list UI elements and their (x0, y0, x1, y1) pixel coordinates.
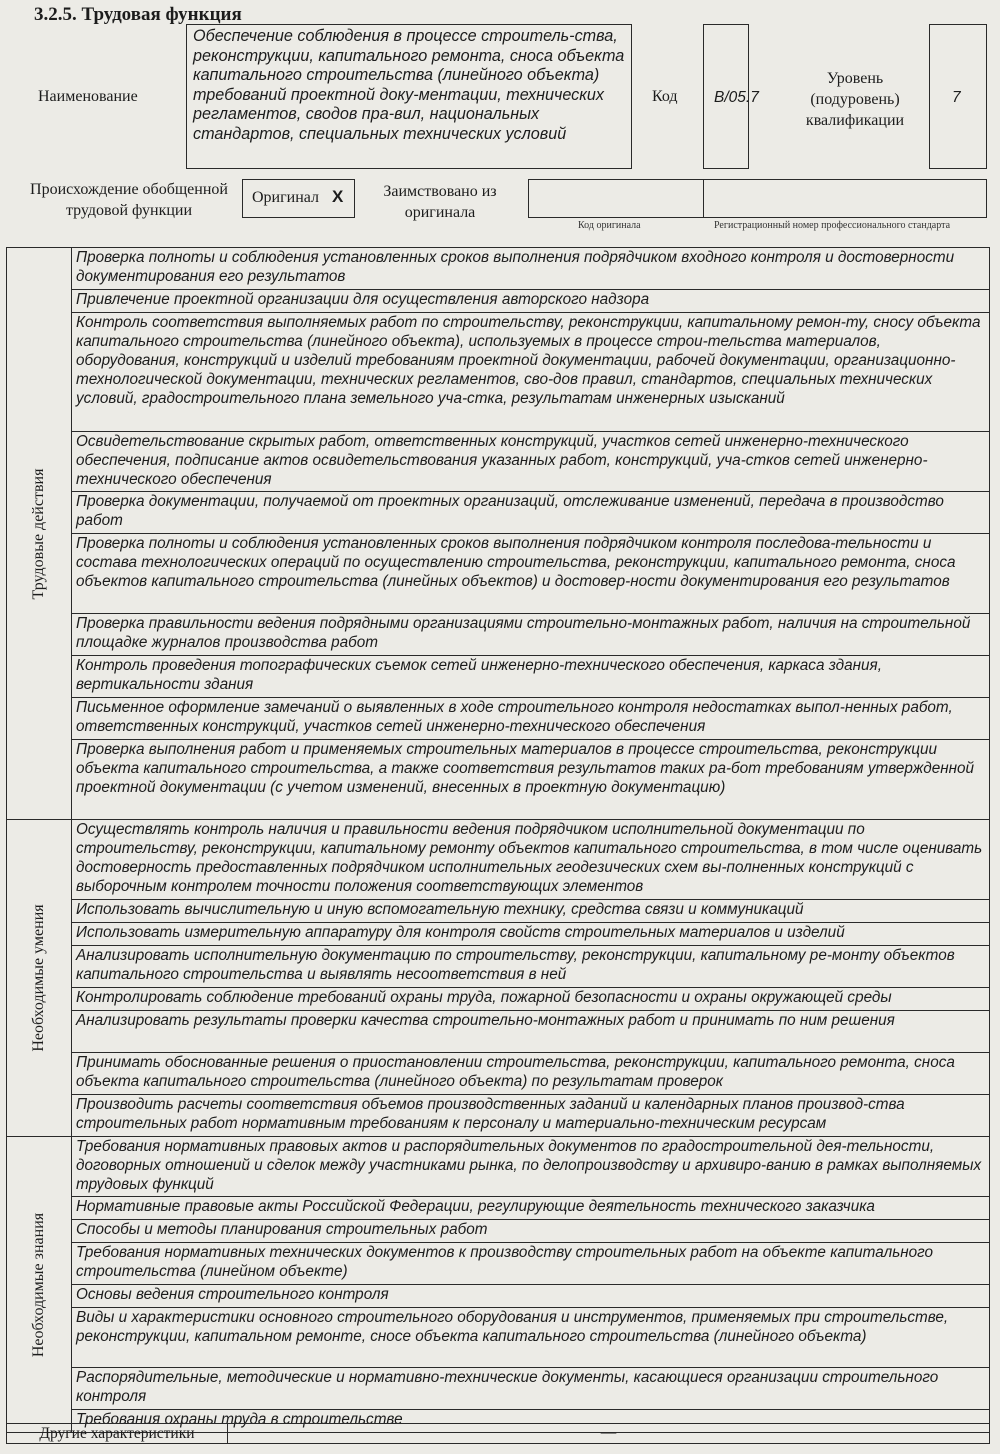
table-row (7, 1285, 990, 1308)
reg-number-box (703, 179, 987, 218)
borrowed-label: Заимствовано из оригинала (383, 183, 497, 221)
list-item: Виды и характеристики основного строительного оборудования и инструментов, применяемых при строительстве, реконструкции, капитальном ремонте, сносе объекта капитального строительства (линейного объекта) (72, 1308, 990, 1368)
list-item: Осуществлять контроль наличия и правильности ведения подрядчиком исполнительной документации по строительству, реконструкции, капитальному ремонту объектов капитального строительства, в том числе оценивать достоверность предоставленных подрядчиком исполнительных геодезических схем вы-полненных конструкций с выборочным контролем точности положения соответствующих элементов (72, 820, 990, 900)
table-row (7, 656, 990, 698)
section-label: Необходимые умения (30, 904, 47, 1052)
table-row (7, 900, 990, 923)
table-row (7, 248, 990, 290)
list-item: Требования нормативных технических документов к производству строительных работ на объекте капитального строительства (линейном объекте) (72, 1243, 990, 1285)
level-value: 7 (952, 89, 961, 106)
other-characteristics-value: — (227, 1423, 990, 1444)
list-item: Производить расчеты соответствия объемов производственных заданий и календарных планов производ-ства строительных работ нормативным требованиям к персоналу и материально-техническим ресурсам (72, 1095, 990, 1137)
list-item: Анализировать исполнительную документацию по строительству, реконструкции, капитальному ре-монту объектов капитального строительства и выявлять несоответствия в ней (72, 946, 990, 988)
competency-table (6, 247, 990, 1433)
list-item: Нормативные правовые акты Российской Федерации, регулирующие деятельность технического заказчика (72, 1197, 990, 1220)
list-item: Контроль соответствия выполняемых работ по строительству, реконструкции, капитальному ремон-ту, сносу объекта капитального строительства (линейного объекта), используемых в процессе строи-тельства материалов, оборудования, конструкций и изделий требованиям проектной документации, рабочей документации, организационно-технологической документации, технических регламентов, сво-дов правил, стандартов, специальных технических условий, градостроительного плана земельного уча-стка, результатам инженерных изысканий (72, 313, 990, 432)
list-item: Привлечение проектной организации для осуществления авторского надзора (72, 290, 990, 313)
table-row (7, 1197, 990, 1220)
list-item: Анализировать результаты проверки качества строительно-монтажных работ и принимать по ним решения (72, 1011, 990, 1053)
function-name-value: Обеспечение соблюдения в процессе строитель-ства, реконструкции, капитального ремонта, сноса объекта капитального строительства (линейного объекта) требований проектной доку-ментации, технических регламентов, сводов пра-вил, национальных стандартов, специальных технических условий (186, 24, 632, 169)
orig-code-caption: Код оригинала (578, 220, 641, 231)
list-item: Освидетельствование скрытых работ, ответственных конструкций, участков сетей инженерно-технического обеспечения, подписание актов освидетельствования указанных работ, конструкций, уча-стков сетей инженерно-технического обеспечения (72, 432, 990, 492)
table-row (7, 1243, 990, 1285)
list-item: Основы ведения строительного контроля (72, 1285, 990, 1308)
table-row (7, 1011, 990, 1053)
list-item: Распорядительные, методические и нормативно-технические документы, касающиеся организации строительного контроля (72, 1368, 990, 1410)
list-item: Использовать измерительную аппаратуру для контроля свойств строительных материалов и изделий (72, 923, 990, 946)
section-label-cell (7, 820, 72, 1137)
table-row (7, 1137, 990, 1197)
table-row (7, 1053, 990, 1095)
list-item: Проверка выполнения работ и применяемых строительных материалов в процессе строительства, реконструкции объекта капитального строительства, а также соответствия результатов таких ра-бот требованиям утвержденной проектной документации (с учетом изменений, внесенных в проектную документацию) (72, 740, 990, 820)
section-label: Трудовые действия (30, 468, 47, 599)
table-row (7, 1368, 990, 1410)
table-row (7, 1308, 990, 1368)
section-label: Необходимые знания (30, 1212, 47, 1357)
table-row (7, 1095, 990, 1137)
orig-code-box (528, 179, 704, 218)
origin-label: Происхождение обобщенной трудовой функции (30, 181, 228, 219)
list-item: Контроль проведения топографических съемок сетей инженерно-технического обеспечения, каркаса здания, вертикальности здания (72, 656, 990, 698)
table-row (7, 492, 990, 534)
section-label-cell (7, 1137, 72, 1433)
list-item: Использовать вычислительную и иную вспомогательную технику, средства связи и коммуникаций (72, 900, 990, 923)
code-label: Код (652, 88, 678, 105)
list-item: Проверка полноты и соблюдения установленных сроков выполнения подрядчиком входного контроля и достоверности документирования его результатов (72, 248, 990, 290)
table-row (7, 988, 990, 1011)
section-label-cell (7, 248, 72, 820)
table-row (7, 1220, 990, 1243)
list-item: Способы и методы планирования строительных работ (72, 1220, 990, 1243)
list-item: Проверка документации, получаемой от проектных организаций, отслеживание изменений, передача в производство работ (72, 492, 990, 534)
table-row (7, 740, 990, 820)
other-characteristics-row (6, 1423, 990, 1444)
table-row (7, 313, 990, 432)
list-item: Письменное оформление замечаний о выявленных в ходе строительного контроля недостатках выпол-ненных работ, ответственных конструкций, участков сетей инженерно-технического обеспечения (72, 698, 990, 740)
table-row (7, 432, 990, 492)
level-label: Уровень (подуровень) квалификации (805, 70, 905, 129)
list-item: Требования охраны труда в строительстве (72, 1410, 990, 1433)
list-item: Требования нормативных правовых актов и распорядительных документов по градостроительной дея-тельности, договорных отношений и сделок между участниками рынка, по делопроизводству и архивиро-ванию в рамках выполняемых трудовых функций (72, 1137, 990, 1197)
table-row (7, 614, 990, 656)
list-item: Проверка полноты и соблюдения установленных сроков выполнения подрядчиком контроля последова-тельности и состава технологических операций по осуществлению строительства, реконструкции, капитального ремонта, сноса объектов капитального строительства (линейных объектов) и достовер-ности документирования его результатов (72, 534, 990, 614)
table-row (7, 698, 990, 740)
list-item: Контролировать соблюдение требований охраны труда, пожарной безопасности и охраны окружающей среды (72, 988, 990, 1011)
original-label: Оригинал (252, 189, 320, 206)
name-label: Наименование (38, 88, 138, 105)
other-characteristics-label: Другие характеристики (6, 1423, 228, 1444)
table-row (7, 820, 990, 900)
table-row (7, 946, 990, 988)
list-item: Проверка правильности ведения подрядными организациями строительно-монтажных работ, наличия на строительной площадке журналов производства работ (72, 614, 990, 656)
table-row (7, 290, 990, 313)
list-item: Принимать обоснованные решения о приостановлении строительства, реконструкции, капитального ремонта, сноса объекта капитального строительства (линейного объекта) по результатам проверок (72, 1053, 990, 1095)
code-value: B/05.7 (714, 89, 759, 106)
table-row (7, 534, 990, 614)
original-mark: X (332, 187, 344, 206)
reg-number-caption: Регистрационный номер профессионального стандарта (714, 220, 951, 231)
table-row (7, 923, 990, 946)
section-title: 3.2.5. Трудовая функция (34, 4, 242, 25)
